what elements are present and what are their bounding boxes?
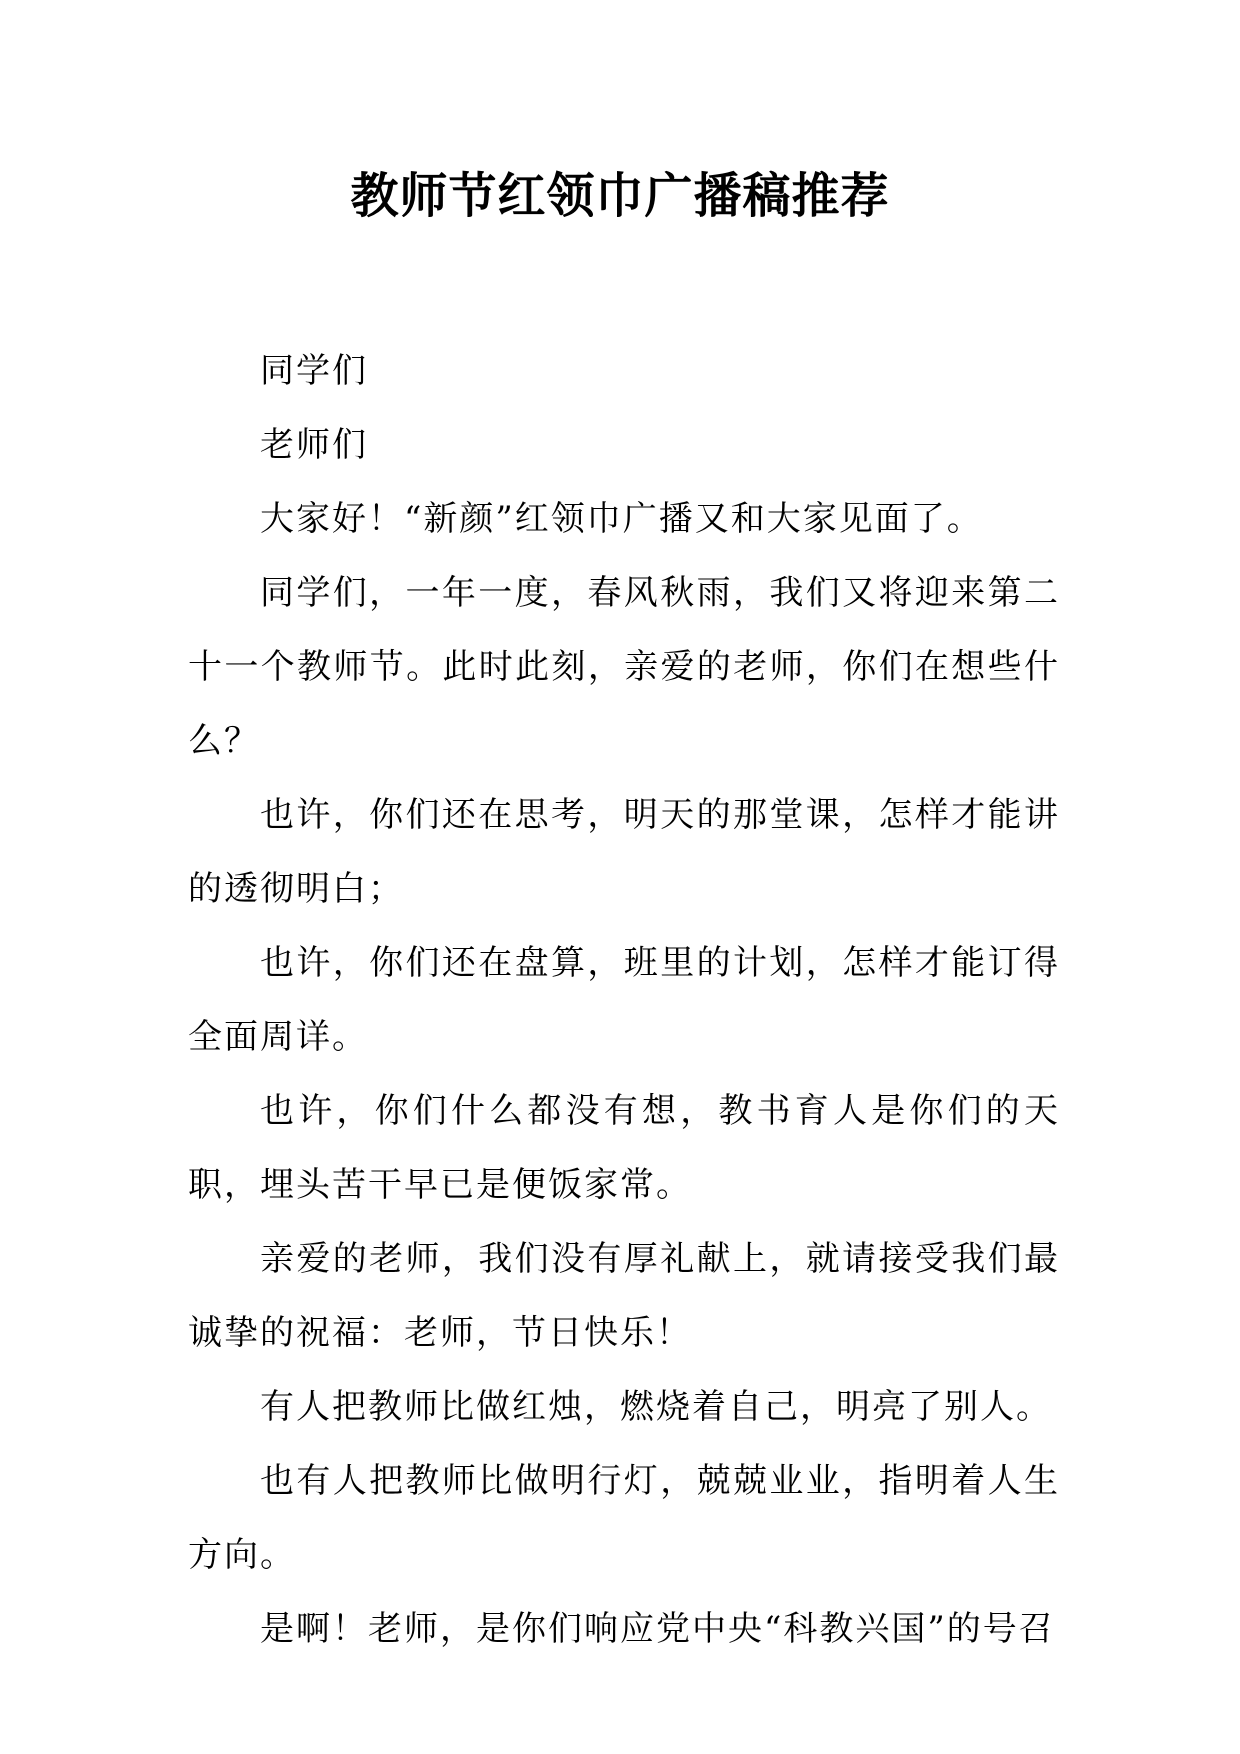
paragraph: 亲爱的老师，我们没有厚礼献上，就请接受我们最诚挚的祝福：老师，节日快乐！	[188, 1239, 1060, 1353]
document-title: 教师节红领巾广播稿推荐	[350, 168, 890, 224]
paragraph: 有人把教师比做红烛，燃烧着自己，明亮了别人。	[260, 1387, 1052, 1427]
paragraph: 也许，你们什么都没有想，教书育人是你们的天职，埋头苦干早已是便饭家常。	[188, 1091, 1060, 1205]
paragraph: 是啊！老师，是你们响应党中央“科教兴国”的号召	[260, 1609, 1055, 1649]
paragraph: 同学们，一年一度，春风秋雨，我们又将迎来第二十一个教师节。此时此刻，亲爱的老师，你们在想些什么？	[188, 573, 1060, 761]
paragraph: 老师们	[260, 425, 368, 465]
paragraph: 也许，你们还在盘算，班里的计划，怎样才能订得全面周详。	[188, 943, 1060, 1057]
paragraph: 同学们	[260, 351, 368, 391]
paragraph: 也许，你们还在思考，明天的那堂课，怎样才能讲的透彻明白；	[188, 795, 1060, 909]
document-body	[188, 334, 1060, 1666]
paragraph: 也有人把教师比做明行灯，兢兢业业，指明着人生方向。	[188, 1461, 1060, 1575]
paragraph: 大家好！“新颜”红领巾广播又和大家见面了。	[260, 499, 983, 539]
